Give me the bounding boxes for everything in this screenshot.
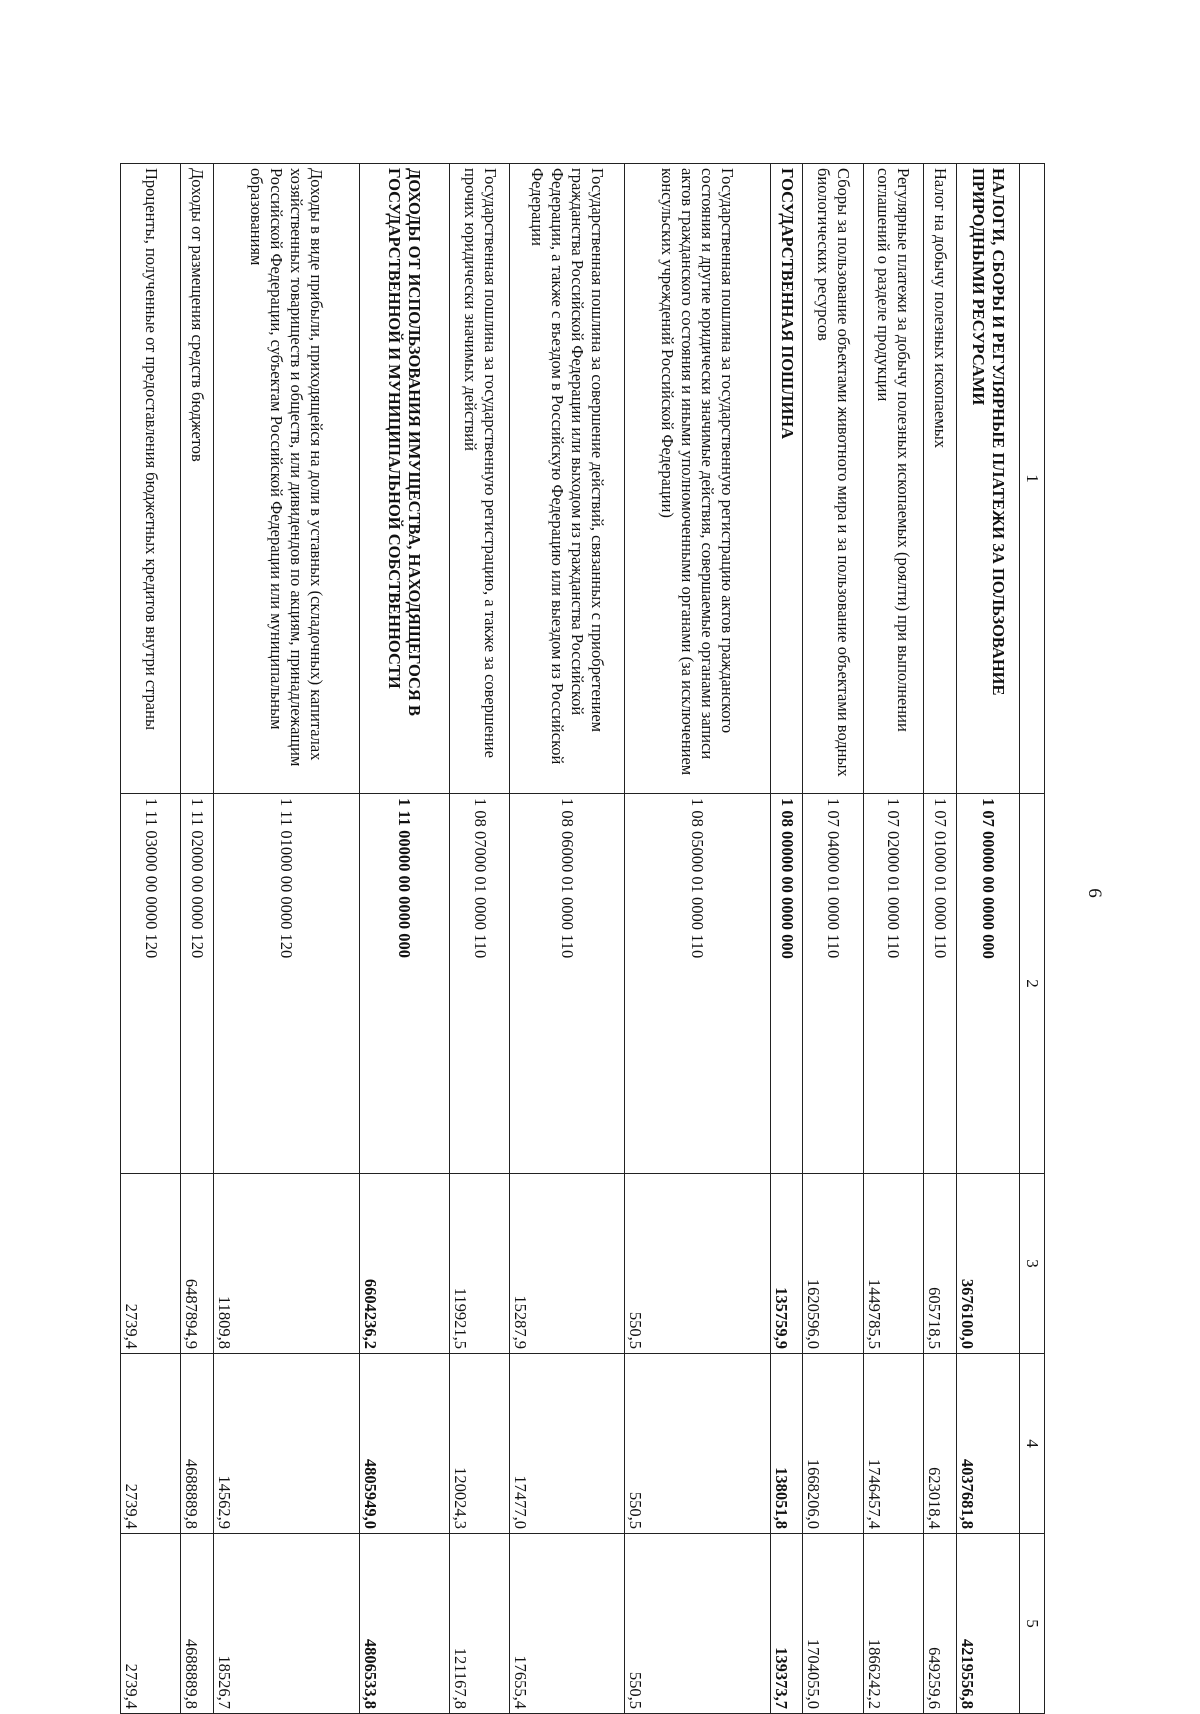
row-value-4-cell: 14562,9 — [214, 1354, 359, 1534]
table-row — [510, 164, 625, 1714]
row-value-4-cell: 4688889,8 — [181, 1354, 214, 1534]
row-value-5-cell: 1866242,2 — [863, 1534, 923, 1714]
row-value-4-cell: 4805949,0 — [359, 1354, 449, 1534]
row-value-4-cell: 138051,8 — [770, 1354, 803, 1534]
row-value-3-cell: 11809,8 — [214, 1174, 359, 1354]
row-value-3-cell: 15287,9 — [510, 1174, 625, 1354]
row-value-5-cell: 4219556,8 — [956, 1534, 1019, 1714]
row-name-cell: ГОСУДАРСТВЕННАЯ ПОШЛИНА — [770, 164, 803, 794]
row-value-3-cell: 6487894,9 — [181, 1174, 214, 1354]
row-name-cell: Доходы от размещения средств бюджетов — [181, 164, 214, 794]
row-code-cell: 1 08 07000 01 0000 110 — [449, 794, 509, 1174]
row-value-4-cell: 4037681,8 — [956, 1354, 1019, 1534]
row-value-4-cell: 623018,4 — [924, 1354, 957, 1534]
row-value-3-cell: 605718,5 — [924, 1174, 957, 1354]
row-value-4-cell: 550,5 — [625, 1354, 770, 1534]
row-value-3-cell: 6604236,2 — [359, 1174, 449, 1354]
row-value-4-cell: 2739,4 — [121, 1354, 181, 1534]
row-code-cell: 1 07 00000 00 0000 000 — [956, 794, 1019, 1174]
row-value-4-cell: 1668206,0 — [803, 1354, 863, 1534]
column-header: 4 — [1020, 1354, 1045, 1534]
row-value-5-cell: 1704055,0 — [803, 1534, 863, 1714]
row-value-5-cell: 121167,8 — [449, 1534, 509, 1714]
table-row — [956, 164, 1019, 1714]
row-name-cell: Государственная пошлина за государственную регистрацию актов гражданского состояния и другие юридически значимые действия, совершаемые органами записи актов гражданского состояния и иными уполномоченными органами (за исключением консульских учреждений Российской Федерации) — [625, 164, 770, 794]
row-name-cell: Государственная пошлина за государственную регистрацию, а также за совершение прочих юридически значимых действий — [449, 164, 509, 794]
revenue-table — [120, 163, 1045, 1714]
row-value-3-cell: 550,5 — [625, 1174, 770, 1354]
row-value-5-cell: 550,5 — [625, 1534, 770, 1714]
row-value-5-cell: 2739,4 — [121, 1534, 181, 1714]
row-code-cell: 1 11 00000 00 0000 000 — [359, 794, 449, 1174]
page-number: 6 — [1084, 888, 1105, 898]
row-value-5-cell: 139373,7 — [770, 1534, 803, 1714]
table-row — [359, 164, 449, 1714]
row-code-cell: 1 07 04000 01 0000 110 — [803, 794, 863, 1174]
column-header: 2 — [1020, 794, 1045, 1174]
column-header: 3 — [1020, 1174, 1045, 1354]
row-code-cell: 1 07 01000 01 0000 110 — [924, 794, 957, 1174]
table-row — [803, 164, 863, 1714]
header-row — [1020, 164, 1045, 1714]
table-row — [214, 164, 359, 1714]
row-name-cell: Государственная пошлина за совершение действий, связанных с приобретением гражданства Российской Федерации или выходом из гражданства Российской Федерации, а также с въездом в Российскую Федерацию или выездом из Российской Федерации — [510, 164, 625, 794]
row-code-cell: 1 07 02000 01 0000 110 — [863, 794, 923, 1174]
table-row — [181, 164, 214, 1714]
row-value-3-cell: 135759,9 — [770, 1174, 803, 1354]
row-value-5-cell: 649259,6 — [924, 1534, 957, 1714]
table-row — [121, 164, 181, 1714]
row-code-cell: 1 08 06000 01 0000 110 — [510, 794, 625, 1174]
row-value-5-cell: 18526,7 — [214, 1534, 359, 1714]
row-value-3-cell: 1449785,5 — [863, 1174, 923, 1354]
row-name-cell: Доходы в виде прибыли, приходящейся на доли в уставных (складочных) капиталах хозяйственных товариществ и обществ, или дивидендов по акциям, принадлежащим Российской Федерации, субъектам Российской Федерации или муниципальным образованиям — [214, 164, 359, 794]
row-name-cell: НАЛОГИ, СБОРЫ И РЕГУЛЯРНЫЕ ПЛАТЕЖИ ЗА ПОЛЬЗОВАНИЕ ПРИРОДНЫМИ РЕСУРСАМИ — [956, 164, 1019, 794]
table-row — [863, 164, 923, 1714]
row-name-cell: ДОХОДЫ ОТ ИСПОЛЬЗОВАНИЯ ИМУЩЕСТВА, НАХОДЯЩЕГОСЯ В ГОСУДАРСТВЕННОЙ И МУНИЦИПАЛЬНОЙ СОБСТВЕННОСТИ — [359, 164, 449, 794]
table-row — [924, 164, 957, 1714]
row-value-4-cell: 120024,3 — [449, 1354, 509, 1534]
row-code-cell: 1 08 05000 01 0000 110 — [625, 794, 770, 1174]
row-value-3-cell: 119921,5 — [449, 1174, 509, 1354]
row-name-cell: Проценты, полученные от предоставления бюджетных кредитов внутри страны — [121, 164, 181, 794]
row-name-cell: Сборы за пользование объектами животного мира и за пользование объектами водных биологических ресурсов — [803, 164, 863, 794]
row-value-5-cell: 4806533,8 — [359, 1534, 449, 1714]
column-header: 1 — [1020, 164, 1045, 794]
row-value-3-cell: 1620596,0 — [803, 1174, 863, 1354]
row-name-cell: Регулярные платежи за добычу полезных ископаемых (роялти) при выполнении соглашений о разделе продукции — [863, 164, 923, 794]
row-code-cell: 1 11 01000 00 0000 120 — [214, 794, 359, 1174]
row-code-cell: 1 08 00000 00 0000 000 — [770, 794, 803, 1174]
table-body — [121, 164, 1020, 1714]
row-code-cell: 1 11 02000 00 0000 120 — [181, 794, 214, 1174]
row-value-3-cell: 2739,4 — [121, 1174, 181, 1354]
table-row — [770, 164, 803, 1714]
row-value-5-cell: 4688889,8 — [181, 1534, 214, 1714]
row-code-cell: 1 11 03000 00 0000 120 — [121, 794, 181, 1174]
row-value-3-cell: 3676100,0 — [956, 1174, 1019, 1354]
table-row — [625, 164, 770, 1714]
row-value-5-cell: 17655,4 — [510, 1534, 625, 1714]
table-row — [449, 164, 509, 1714]
row-value-4-cell: 17477,0 — [510, 1354, 625, 1534]
column-header: 5 — [1020, 1534, 1045, 1714]
revenue-table-container — [120, 163, 1045, 1713]
row-value-4-cell: 1746457,4 — [863, 1354, 923, 1534]
row-name-cell: Налог на добычу полезных ископаемых — [924, 164, 957, 794]
